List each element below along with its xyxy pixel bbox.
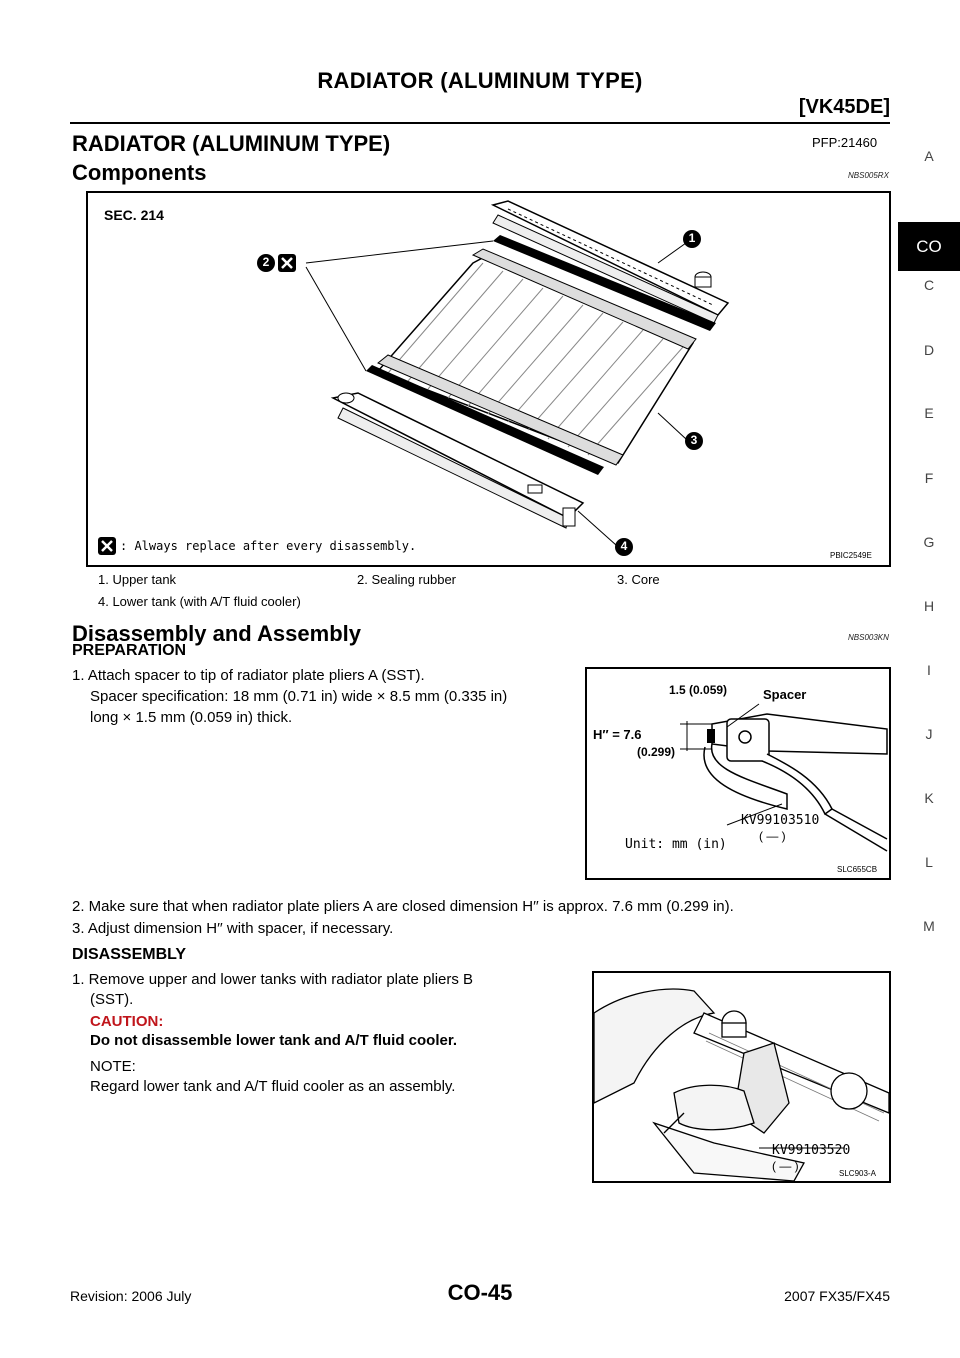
note-replace-symbol-icon bbox=[98, 537, 116, 555]
figure-code: PBIC2549E bbox=[830, 551, 872, 560]
disasm-step1-line1: 1. Remove upper and lower tanks with radiator plate pliers B bbox=[72, 971, 474, 988]
engine-code: [VK45DE] bbox=[798, 96, 890, 118]
page-number: CO-45 bbox=[447, 1280, 513, 1305]
sidebar-letter-i[interactable]: I bbox=[927, 662, 931, 678]
disassembly-sub-heading: DISASSEMBLY bbox=[72, 946, 187, 963]
callout-1: 1 bbox=[688, 231, 696, 245]
sidebar-letter-e[interactable]: E bbox=[924, 405, 934, 421]
remove-tool-number-sub: ( — ) bbox=[772, 1159, 799, 1173]
spacer-label: Spacer bbox=[763, 687, 807, 702]
legend-item-2: 2. Sealing rubber bbox=[357, 572, 457, 587]
unit-label: Unit: mm (in) bbox=[625, 837, 727, 852]
part-number: PFP:21460 bbox=[812, 135, 878, 150]
legend-item-1: 1. Upper tank bbox=[98, 572, 177, 587]
spacer-block bbox=[707, 729, 715, 743]
section-index-sidebar bbox=[898, 0, 960, 1358]
figure-note: : Always replace after every disassembly. bbox=[120, 539, 417, 553]
sidebar-letter-h[interactable]: H bbox=[923, 598, 935, 614]
prep-step1-line2: Spacer specification: 18 mm (0.71 in) wide × 8.5 mm (0.335 in) bbox=[90, 688, 508, 705]
figure-section-label: SEC. 214 bbox=[104, 207, 164, 223]
sidebar-letter-k[interactable]: K bbox=[924, 790, 934, 806]
remove-figure-code: SLC903-A bbox=[839, 1169, 876, 1178]
note-label: NOTE: bbox=[90, 1058, 136, 1075]
sidebar-letter-g[interactable]: G bbox=[923, 534, 935, 550]
sidebar-letter-d[interactable]: D bbox=[923, 342, 935, 358]
components-figure bbox=[86, 191, 891, 567]
disassembly-heading: Disassembly and Assembly bbox=[72, 621, 361, 646]
sidebar-letter-a[interactable]: A bbox=[924, 148, 934, 164]
sidebar-letter-m[interactable]: M bbox=[923, 918, 935, 934]
prep-step1-line1: 1. Attach spacer to tip of radiator plate pliers A (SST). bbox=[72, 667, 425, 684]
note-text: Regard lower tank and A/T fluid cooler as an assembly. bbox=[90, 1078, 456, 1095]
radiator-exploded-diagram bbox=[88, 193, 889, 565]
sidebar-letter-j[interactable]: J bbox=[925, 726, 933, 742]
legend-item-4: 4. Lower tank (with A/T fluid cooler) bbox=[98, 594, 301, 609]
h-dimension-label: H″ = 7.6 bbox=[593, 727, 642, 742]
callout-4: 4 bbox=[620, 539, 628, 553]
page-header-title: RADIATOR (ALUMINUM TYPE) bbox=[317, 68, 643, 93]
sidebar-tab-co-active[interactable]: CO bbox=[898, 222, 960, 271]
callout-3: 3 bbox=[690, 433, 698, 447]
tool-number-sub: ( — ) bbox=[759, 829, 786, 843]
pliers-figure-code: SLC655CB bbox=[837, 865, 878, 874]
replace-symbol-icon bbox=[278, 254, 296, 272]
preparation-heading: PREPARATION bbox=[72, 642, 187, 659]
prep-step1-line3: long × 1.5 mm (0.059 in) thick. bbox=[90, 709, 293, 726]
sidebar-letter-c[interactable]: C bbox=[923, 277, 935, 293]
footer-model: 2007 FX35/FX45 bbox=[784, 1288, 890, 1304]
components-heading: Components bbox=[72, 160, 207, 185]
pliers-spacer-figure bbox=[585, 667, 891, 880]
sidebar-letter-f[interactable]: F bbox=[924, 470, 934, 486]
remove-tanks-figure bbox=[592, 971, 891, 1183]
caution-label: CAUTION: bbox=[90, 1013, 164, 1030]
header-divider bbox=[70, 122, 890, 124]
legend-item-3: 3. Core bbox=[617, 572, 660, 587]
sidebar-letter-l[interactable]: L bbox=[925, 854, 933, 870]
components-code: NBS005RX bbox=[848, 171, 889, 180]
tool-number: KV99103510 bbox=[741, 813, 820, 828]
callout-2: 2 bbox=[262, 255, 270, 269]
disassembly-code: NBS003KN bbox=[848, 633, 889, 642]
prep-step2: 2. Make sure that when radiator plate pliers A are closed dimension H′′ is approx. 7.6 mm (0.299 in). bbox=[72, 898, 734, 915]
section-title: RADIATOR (ALUMINUM TYPE) bbox=[72, 131, 391, 156]
disasm-step1-line2: (SST). bbox=[90, 991, 134, 1008]
h-dimension-inch: (0.299) bbox=[637, 745, 676, 759]
dimension-top: 1.5 (0.059) bbox=[669, 683, 728, 697]
prep-step3: 3. Adjust dimension H′′ with spacer, if necessary. bbox=[72, 920, 394, 937]
footer-revision: Revision: 2006 July bbox=[70, 1288, 192, 1304]
remove-tool-number: KV99103520 bbox=[772, 1143, 851, 1158]
caution-text: Do not disassemble lower tank and A/T fluid cooler. bbox=[90, 1032, 458, 1049]
